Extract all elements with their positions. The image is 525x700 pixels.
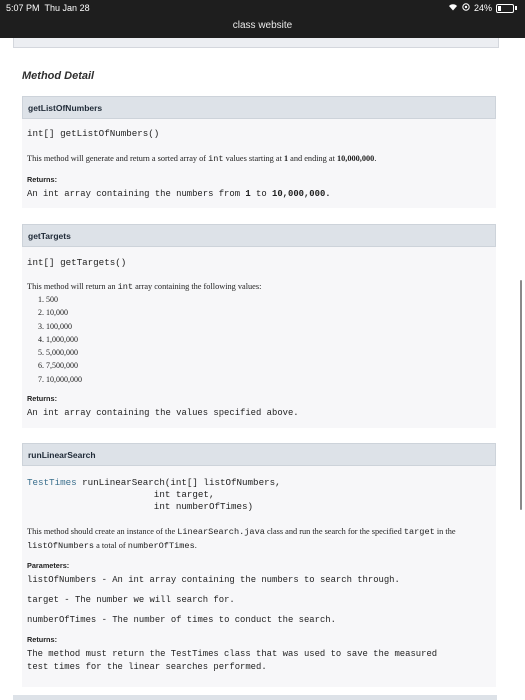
status-bar (0, 0, 525, 16)
target-value-item (38, 320, 82, 333)
returns-text: An int array containing the numbers from 1 to 10,000,000. (27, 189, 331, 199)
battery-tip (515, 6, 517, 10)
target-value: 500 (46, 295, 58, 304)
browser-title: class website (232, 20, 293, 31)
target-value-item (38, 359, 82, 372)
target-value: 1,000,000 (46, 334, 78, 344)
target-value: 7,500,000 (46, 361, 78, 371)
list-number: 6. (38, 361, 46, 371)
method-signature: TestTimes runLinearSearch(int[] listOfNumbers, int target, int numberOfTimes) (27, 477, 281, 512)
method-getlistofnumbers (22, 96, 496, 208)
next-method-header (13, 695, 497, 700)
returns-text: The method must return the TestTimes class that was used to save the measured test times for the linear searches performed. (27, 649, 438, 672)
code-int: int (208, 154, 224, 164)
parameters-label: Parameters: (27, 561, 70, 570)
param-target: target - The number we will search for. (27, 595, 235, 605)
target-value-item (38, 293, 82, 306)
target-value-item (38, 306, 82, 319)
section-title: Method Detail (22, 70, 95, 82)
list-number: 4. (38, 334, 46, 344)
list-number: 7. (38, 374, 46, 384)
returns-label: Returns: (27, 635, 57, 644)
returns-text: An int array containing the values specified above. (27, 408, 299, 418)
method-header-runlinearsearch: runLinearSearch (22, 443, 496, 466)
wifi-icon (448, 3, 458, 13)
target-value: 5,000,000 (46, 348, 78, 358)
target-value-item (38, 333, 82, 346)
method-signature: int[] getListOfNumbers() (27, 128, 160, 139)
returns-label: Returns: (27, 175, 57, 184)
method-description: This method will generate and return a sorted array of int values starting at 1 and ending at 10,000,000. (27, 154, 377, 164)
vertical-scrollbar[interactable] (520, 280, 522, 510)
battery-icon (496, 4, 514, 13)
target-value-item (38, 373, 82, 386)
target-value: 100,000 (46, 321, 72, 331)
list-number: 1. (38, 295, 46, 304)
param-numberoftimes: numberOfTimes - The number of times to conduct the search. (27, 615, 336, 625)
method-gettargets (22, 224, 496, 428)
list-number: 2. (38, 308, 46, 318)
battery-percent: 24% (473, 3, 492, 13)
method-runlinearsearch (22, 443, 496, 687)
param-listofnumbers: listOfNumbers - An int array containing the numbers to search through. (27, 575, 400, 585)
status-time: 5:07 PM (6, 3, 40, 13)
status-time-date (6, 3, 90, 13)
code-int: int (117, 282, 134, 292)
target-values-list (38, 293, 82, 386)
method-header-gettargets: getTargets (22, 224, 496, 247)
target-value-item (38, 346, 82, 359)
previous-section-strip (13, 38, 499, 48)
method-description: This method will return an int array containing the following values: (27, 282, 262, 292)
target-value: 10,000,000 (46, 374, 82, 384)
end-value: 10,000,000 (336, 154, 375, 163)
status-date: Thu Jan 28 (44, 3, 90, 13)
location-icon (462, 3, 470, 13)
method-header-getlistofnumbers: getListOfNumbers (22, 96, 496, 119)
status-indicators (448, 3, 517, 13)
battery-fill (498, 6, 501, 11)
target-value: 10,000 (46, 308, 68, 318)
method-description: This method should create an instance of the LinearSearch.java class and run the search for the specified target in the listOfNumbers a total of numberOfTimes. (27, 527, 456, 551)
testtimes-type-link[interactable]: TestTimes (27, 477, 77, 488)
list-number: 5. (38, 348, 46, 358)
start-value: 1 (283, 154, 289, 163)
method-signature: int[] getTargets() (27, 257, 127, 268)
list-number: 3. (38, 321, 46, 331)
browser-title-bar (0, 16, 525, 38)
returns-label: Returns: (27, 394, 57, 403)
